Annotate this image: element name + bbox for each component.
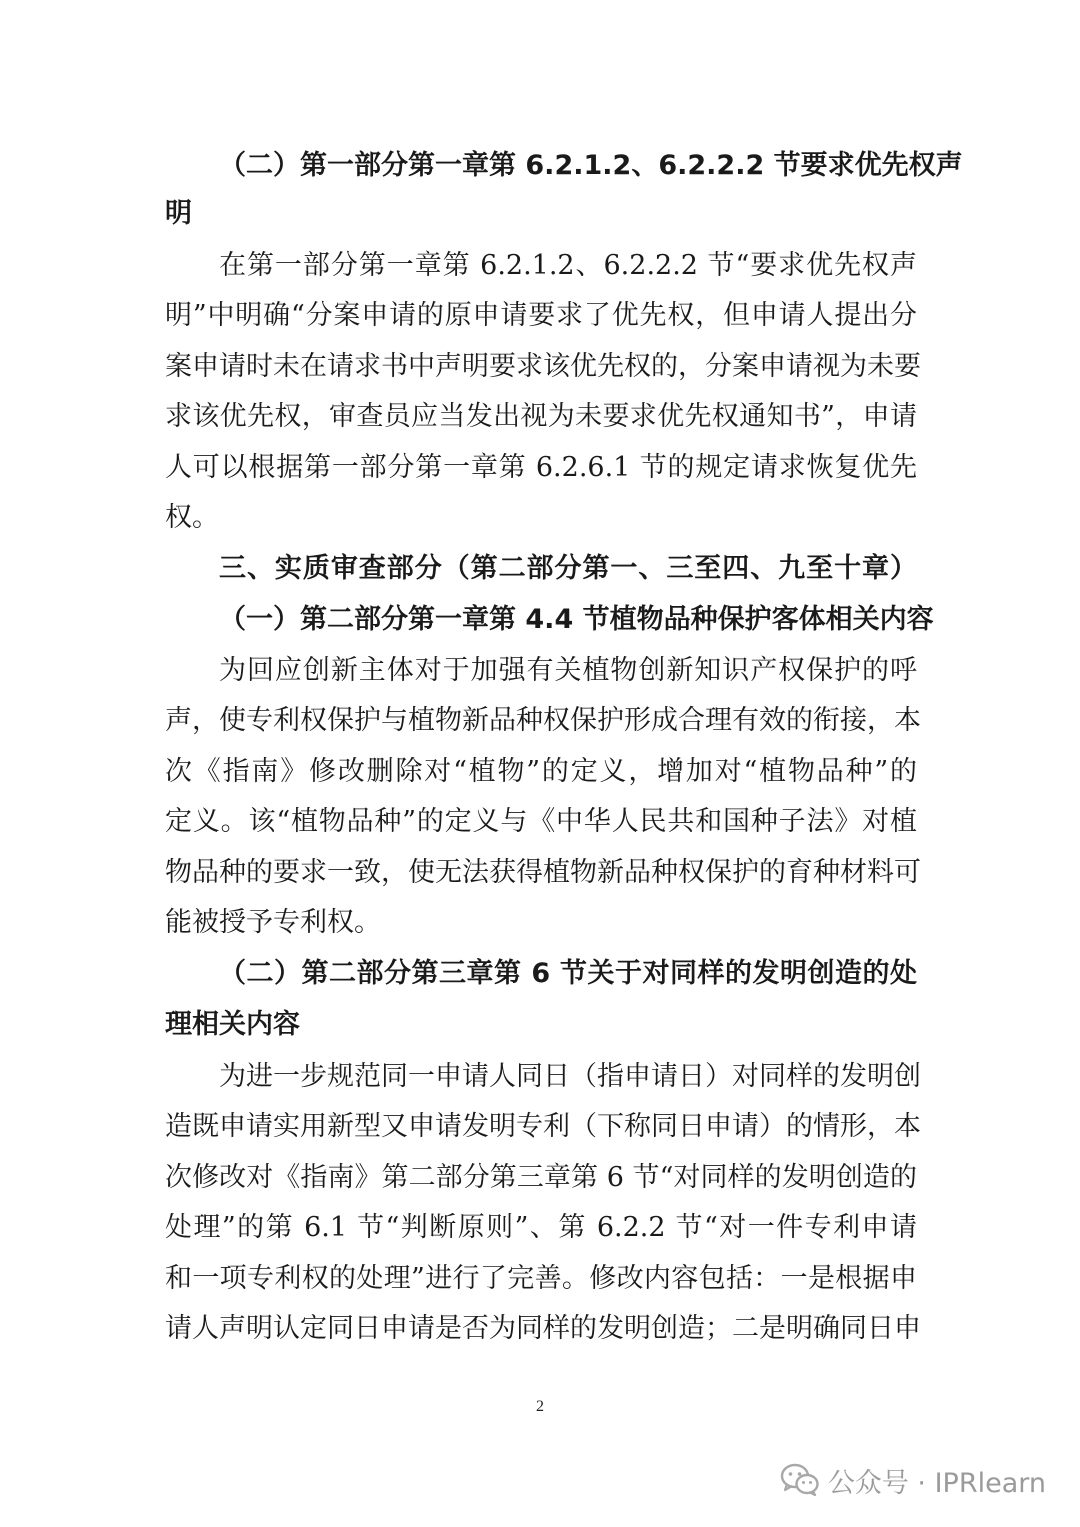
text-line: 三、实质审查部分（第二部分第一、三至四、九至十章） xyxy=(219,553,917,584)
text-line: （二）第一部分第一章第 6.2.1.2、6.2.2.2 节要求优先权声 xyxy=(219,150,963,181)
text-line: 为进一步规范同一申请人同日（指申请日）对同样的发明创 xyxy=(219,1061,921,1092)
text-line: 声，使专利权保护与植物新品种权保护形成合理有效的衔接，本 xyxy=(165,705,921,736)
text-line: 和一项专利权的处理”进行了完善。修改内容包括：一是根据申 xyxy=(165,1263,917,1294)
text-line: 人可以根据第一部分第一章第 6.2.6.1 节的规定请求恢复优先 xyxy=(165,452,917,483)
watermark xyxy=(780,1460,1046,1500)
text-line: 定义。该“植物品种”的定义与《中华人民共和国种子法》对植 xyxy=(165,806,917,837)
text-line: 次《指南》修改删除对“植物”的定义，增加对“植物品种”的 xyxy=(165,756,917,787)
page-number: 2 xyxy=(536,1398,544,1415)
text-line: 求该优先权，审查员应当发出视为未要求优先权通知书”，申请 xyxy=(165,401,917,432)
text-line: 造既申请实用新型又申请发明专利（下称同日申请）的情形，本 xyxy=(165,1111,921,1142)
wechat-icon xyxy=(780,1463,820,1497)
text-line: （一）第二部分第一章第 4.4 节植物品种保护客体相关内容 xyxy=(219,604,934,635)
text-line: 物品种的要求一致，使无法获得植物新品种权保护的育种材料可 xyxy=(165,857,921,888)
text-line: 为回应创新主体对于加强有关植物创新知识产权保护的呼 xyxy=(219,655,917,686)
watermark-text: 公众号 · IPRlearn xyxy=(827,1467,1046,1499)
text-line: 案申请时未在请求书中声明要求该优先权的，分案申请视为未要 xyxy=(165,351,921,382)
text-line: 请人声明认定同日申请是否为同样的发明创造；二是明确同日申 xyxy=(165,1313,921,1344)
text-line: 处理”的第 6.1 节“判断原则”、第 6.2.2 节“对一件专利申请 xyxy=(165,1212,917,1243)
text-line: 明 xyxy=(165,198,192,229)
text-line: 在第一部分第一章第 6.2.1.2、6.2.2.2 节“要求优先权声 xyxy=(219,250,917,281)
text-line: 理相关内容 xyxy=(165,1009,300,1040)
text-line: （二）第二部分第三章第 6 节关于对同样的发明创造的处 xyxy=(219,958,917,989)
text-line: 明”中明确“分案申请的原申请要求了优先权，但申请人提出分 xyxy=(165,300,917,331)
text-line: 权。 xyxy=(165,502,219,533)
text-line: 能被授予专利权。 xyxy=(165,907,381,938)
text-line: 次修改对《指南》第二部分第三章第 6 节“对同样的发明创造的 xyxy=(165,1162,917,1193)
